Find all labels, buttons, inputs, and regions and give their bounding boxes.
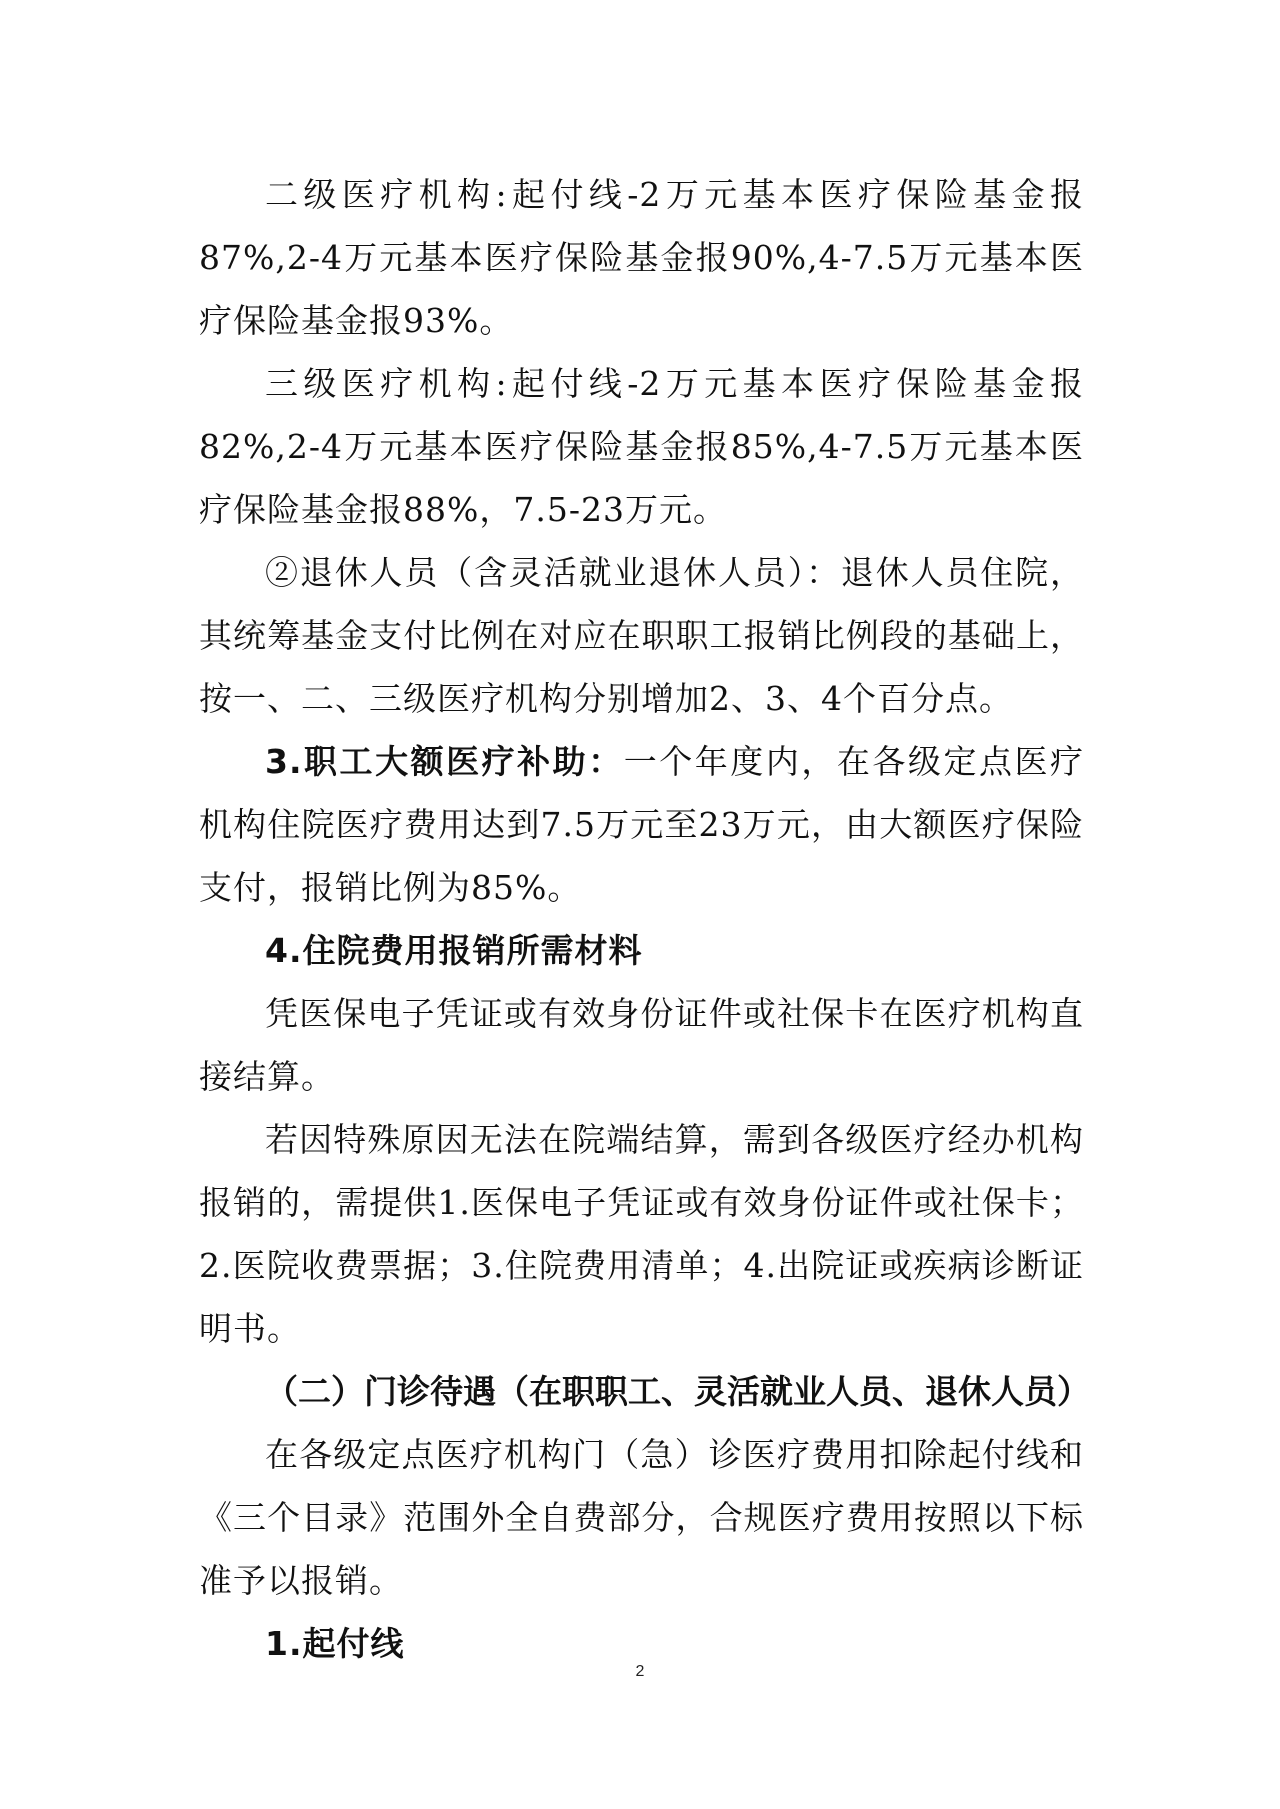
page-number: 2: [635, 1663, 645, 1680]
paragraph-lead-heading: 3.职工大额医疗补助：: [265, 742, 624, 781]
paragraph-major-medical-subsidy: [199, 730, 1084, 919]
paragraph-tertiary-hospital-rates: 三级医疗机构:起付线-2万元基本医疗保险基金报82%,2-4万元基本医疗保险基金报85%,4-7.5万元基本医疗保险基金报88%，7.5-23万元。: [199, 364, 1084, 529]
paragraph-body-text: 一个年度内，在各级定点医疗机构住院医疗费用达到7.5万元至23万元，由大额医疗保险支付，报销比例为85%。: [199, 742, 1085, 907]
heading-required-materials: 4.住院费用报销所需材料: [265, 931, 643, 970]
paragraph-outpatient-standard: 在各级定点医疗机构门（急）诊医疗费用扣除起付线和《三个目录》范围外全自费部分，合规医疗费用按照以下标准予以报销。: [199, 1435, 1084, 1600]
paragraph-retiree-rates: ②退休人员（含灵活就业退休人员）：退休人员住院，其统筹基金支付比例在对应在职职工报销比例段的基础上，按一、二、三级医疗机构分别增加2、3、4个百分点。: [199, 553, 1084, 718]
heading-deductible: 1.起付线: [265, 1624, 405, 1663]
paragraph-special-reimbursement: 若因特殊原因无法在院端结算，需到各级医疗经办机构报销的，需提供1.医保电子凭证或有效身份证件或社保卡；2.医院收费票据；3.住院费用清单；4.出院证或疾病诊断证明书。: [199, 1120, 1084, 1348]
paragraph-direct-settlement: 凭医保电子凭证或有效身份证件或社保卡在医疗机构直接结算。: [199, 994, 1084, 1096]
document-body: [199, 163, 1090, 1675]
section-title-outpatient: （二）门诊待遇（在职职工、灵活就业人员、退休人员）: [265, 1372, 1090, 1411]
paragraph-secondary-hospital-rates: 二级医疗机构:起付线-2万元基本医疗保险基金报87%,2-4万元基本医疗保险基金报90%,4-7.5万元基本医疗保险基金报93%。: [199, 175, 1084, 340]
